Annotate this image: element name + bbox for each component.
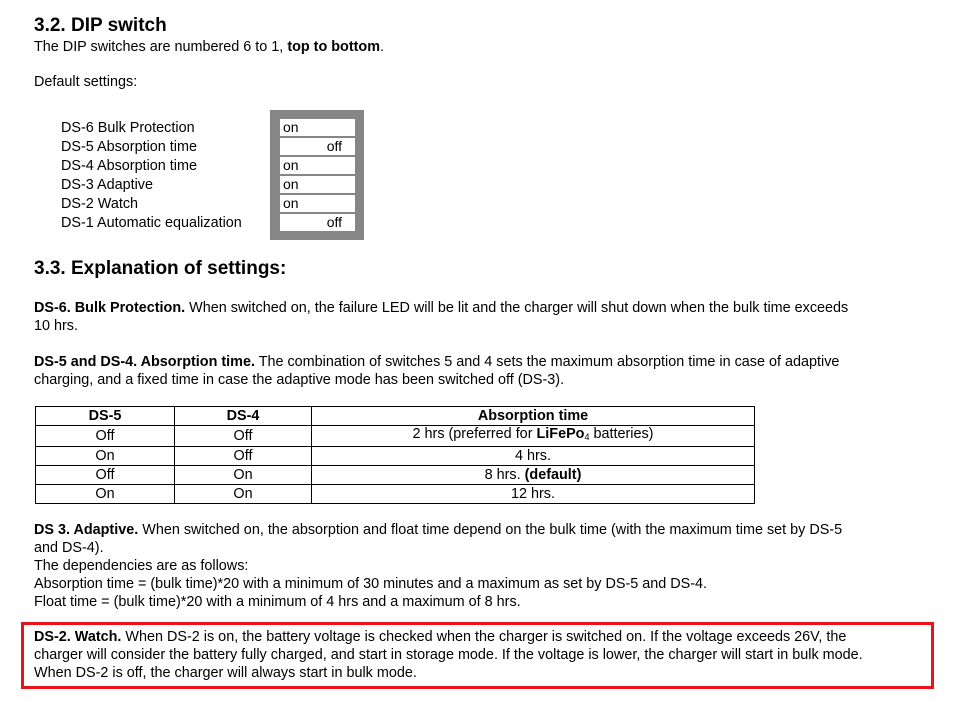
- cell-absorption-time: [312, 466, 755, 485]
- ds6-title: DS-6. Bulk Protection.: [34, 300, 186, 316]
- cell-ds4: Off: [175, 426, 312, 447]
- ds6-text: When switched on, the failure LED will be lit and the charger will shut down when the bulk time exceeds: [185, 300, 849, 316]
- ds3-paragraph: [34, 521, 842, 611]
- ds54-text-line2: charging, and a fixed time in case the adaptive mode has been switched off (DS-3).: [34, 372, 565, 388]
- cell-time-default: (default): [524, 466, 582, 483]
- ds3-text-line5: Float time = (bulk time)*20 with a minimum of 4 hrs and a maximum of 8 hrs.: [34, 594, 521, 610]
- ds6-paragraph: [34, 299, 848, 335]
- dip-label-ds6: DS-6 Bulk Protection: [61, 120, 195, 136]
- dip-label-ds2: DS-2 Watch: [61, 196, 139, 212]
- ds2-text-line2: charger will consider the battery fully charged, and start in storage mode. If the voltage is lower, the charger will start in bulk mode.: [34, 647, 863, 663]
- header-ds4: DS-4: [175, 407, 312, 426]
- header-ds5: DS-5: [36, 407, 175, 426]
- dip-switch-ds1: off: [280, 214, 355, 231]
- cell-time-text: 8 hrs.: [484, 466, 525, 483]
- cell-ds4: On: [175, 466, 312, 485]
- ds6-text-line2: 10 hrs.: [34, 318, 78, 334]
- dip-intro-end: .: [380, 39, 385, 55]
- ds3-text-line3: The dependencies are as follows:: [34, 558, 249, 574]
- ds3-text-line2: and DS-4).: [34, 540, 104, 556]
- dip-switch-ds5: off: [280, 138, 355, 155]
- default-settings-label: Default settings:: [34, 74, 138, 90]
- cell-absorption-time: 12 hrs.: [312, 485, 755, 504]
- cell-ds4: Off: [175, 447, 312, 466]
- ds2-paragraph: [34, 628, 863, 682]
- ds3-text-line4: Absorption time = (bulk time)*20 with a minimum of 30 minutes and a maximum as set by DS-5 and DS-4.: [34, 576, 708, 592]
- dip-label-ds5: DS-5 Absorption time: [61, 139, 197, 155]
- cell-ds5: On: [36, 485, 175, 504]
- section-heading-explanation: 3.3. Explanation of settings:: [34, 258, 287, 279]
- cell-absorption-time: [312, 426, 755, 447]
- cell-time-text-end: batteries): [589, 426, 654, 442]
- table-row: [36, 447, 755, 466]
- table-row: [36, 466, 755, 485]
- dip-switch-ds6: on: [280, 119, 355, 136]
- cell-absorption-time: 4 hrs.: [312, 447, 755, 466]
- ds3-text: When switched on, the absorption and float time depend on the bulk time (with the maximum time set by DS-5: [138, 522, 843, 538]
- ds2-text: When DS-2 is on, the battery voltage is checked when the charger is switched on. If the voltage exceeds 26V, the: [121, 629, 847, 645]
- dip-switch-ds2: on: [280, 195, 355, 212]
- cell-ds4: On: [175, 485, 312, 504]
- ds54-title: DS-5 and DS-4. Absorption time.: [34, 354, 255, 370]
- cell-time-bold: LiFePo: [536, 426, 585, 442]
- ds2-title: DS-2. Watch.: [34, 629, 122, 645]
- ds3-title: DS 3. Adaptive.: [34, 522, 139, 538]
- dip-label-ds4: DS-4 Absorption time: [61, 158, 197, 174]
- ds54-text: The combination of switches 5 and 4 sets the maximum absorption time in case of adaptive: [254, 354, 840, 370]
- dip-switch-ds4: on: [280, 157, 355, 174]
- table-header-row: [36, 407, 755, 426]
- cell-ds5: On: [36, 447, 175, 466]
- dip-intro-text: The DIP switches are numbered 6 to 1,: [34, 39, 288, 55]
- section-heading-dip-switch: 3.2. DIP switch: [34, 15, 167, 36]
- header-absorption-time: Absorption time: [312, 407, 755, 426]
- dip-switch-labels: [61, 119, 242, 233]
- dip-intro-bold: top to bottom: [287, 39, 381, 55]
- dip-label-ds1: DS-1 Automatic equalization: [61, 215, 242, 231]
- dip-label-ds3: DS-3 Adaptive: [61, 177, 153, 193]
- dip-intro: [34, 39, 384, 55]
- ds2-text-line3: When DS-2 is off, the charger will always start in bulk mode.: [34, 665, 417, 681]
- table-row: [36, 426, 755, 447]
- ds54-paragraph: [34, 353, 839, 389]
- cell-ds5: Off: [36, 466, 175, 485]
- cell-time-subscript: 4: [584, 432, 590, 442]
- cell-time-text: 2 hrs (preferred for: [412, 426, 537, 442]
- dip-switch-ds3: on: [280, 176, 355, 193]
- table-row: [36, 485, 755, 504]
- cell-ds5: Off: [36, 426, 175, 447]
- absorption-time-table: [35, 406, 755, 504]
